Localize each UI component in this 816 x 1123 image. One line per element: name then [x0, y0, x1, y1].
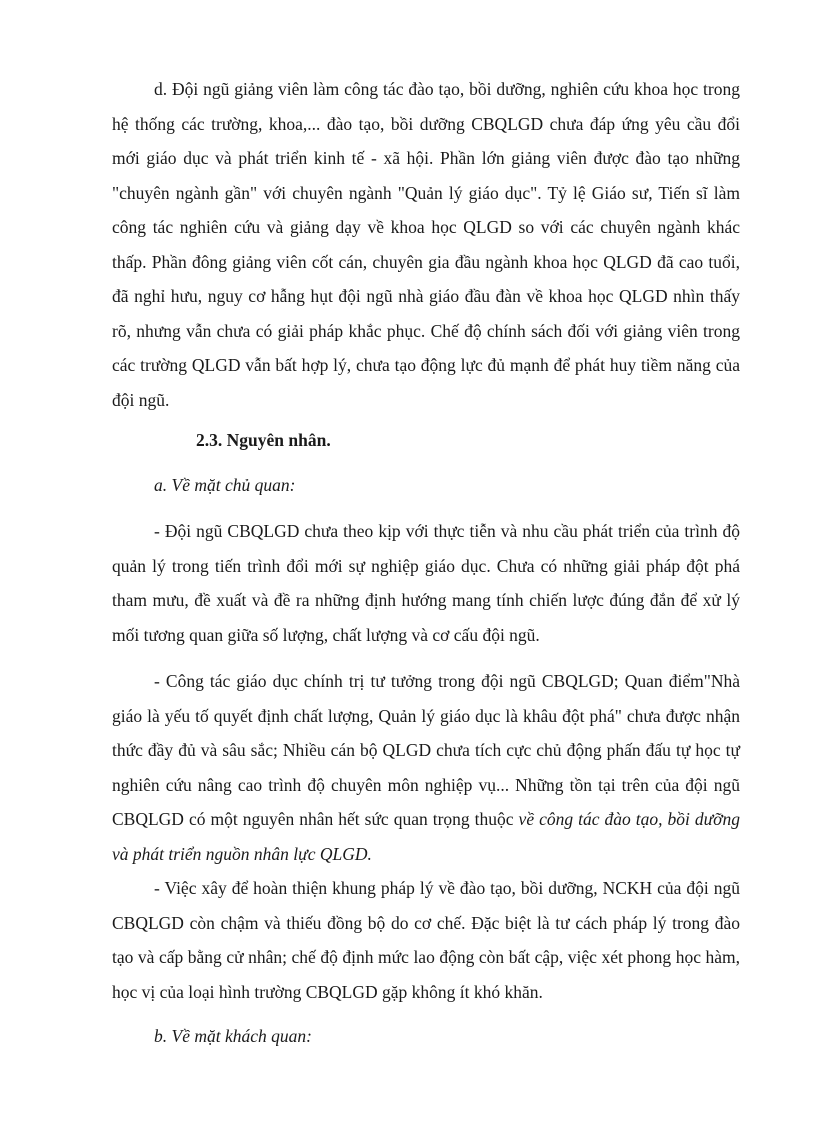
subheading-subjective: a. Về mặt chủ quan: [154, 474, 296, 495]
paragraph-political-education-text: - Công tác giáo dục chính trị tư tưởng trong đội ngũ CBQLGD; Quan điểm"Nhà giáo là yếu tố quyết định chất lượng, Quản lý giáo dục là khâu đột phá" chưa được nhận thức đầy đủ và sâu sắc; Nhiều cán bộ QLGD chưa tích cực chủ động phấn đấu tự học tự nghiên cứu nâng cao trình độ chuyên môn nghiệp vụ... Những tồn tại trên của đội ngũ CBQLGD có một nguyên nhân hết sức quan trọng thuộc [112, 671, 740, 829]
document-page [112, 72, 740, 1054]
paragraph-political-education [112, 664, 740, 871]
paragraph-political-education-italic: về công tác đào tạo, bồi dưỡng và phát triển nguồn nhân lực QLGD. [112, 809, 740, 864]
subheading-objective: b. Về mặt khách quan: [154, 1026, 312, 1046]
paragraph-cbqlgd-team: - Đội ngũ CBQLGD chưa theo kịp với thực tiễn và nhu cầu phát triển của trình độ quản lý trong tiến trình đổi mới sự nghiệp giáo dục. Chưa có những giải pháp đột phá tham mưu, đề xuất và đề ra những định hướng mang tính chiến lược đúng đắn để xử lý mối tương quan giữa số lượng, chất lượng và cơ cấu đội ngũ. [112, 521, 740, 645]
paragraph-lecturers: d. Đội ngũ giảng viên làm công tác đào tạo, bồi dưỡng, nghiên cứu khoa học trong hệ thống các trường, khoa,... đào tạo, bồi dưỡng CBQLGD chưa đáp ứng yêu cầu đổi mới giáo dục và phát triển kinh tế - xã hội. Phần lớn giảng viên được đào tạo những "chuyên ngành gần" với chuyên ngành "Quản lý giáo dục". Tỷ lệ Giáo sư, Tiến sĩ làm công tác nghiên cứu và giảng dạy về khoa học QLGD so với các chuyên ngành khác thấp. Phần đông giảng viên cốt cán, chuyên gia đầu ngành khoa học QLGD đã cao tuổi, đã nghỉ hưu, nguy cơ hẫng hụt đội ngũ nhà giáo đầu đàn về khoa học QLGD nhìn thấy rõ, nhưng vẫn chưa có giải pháp khắc phục. Chế độ chính sách đối với giảng viên trong các trường QLGD vẫn bất hợp lý, chưa tạo động lực đủ mạnh để phát huy tiềm năng của đội ngũ. [112, 79, 740, 410]
section-heading: 2.3. Nguyên nhân. [196, 430, 331, 450]
paragraph-legal-framework: - Việc xây để hoàn thiện khung pháp lý về đào tạo, bồi dưỡng, NCKH của đội ngũ CBQLGD còn chậm và thiếu đồng bộ do cơ chế. Đặc biệt là tư cách pháp lý trong đào tạo và cấp bằng cử nhân; chế độ định mức lao động còn bất cập, việc xét phong học hàm, học vị của loại hình trường CBQLGD gặp không ít khó khăn. [112, 878, 740, 1002]
